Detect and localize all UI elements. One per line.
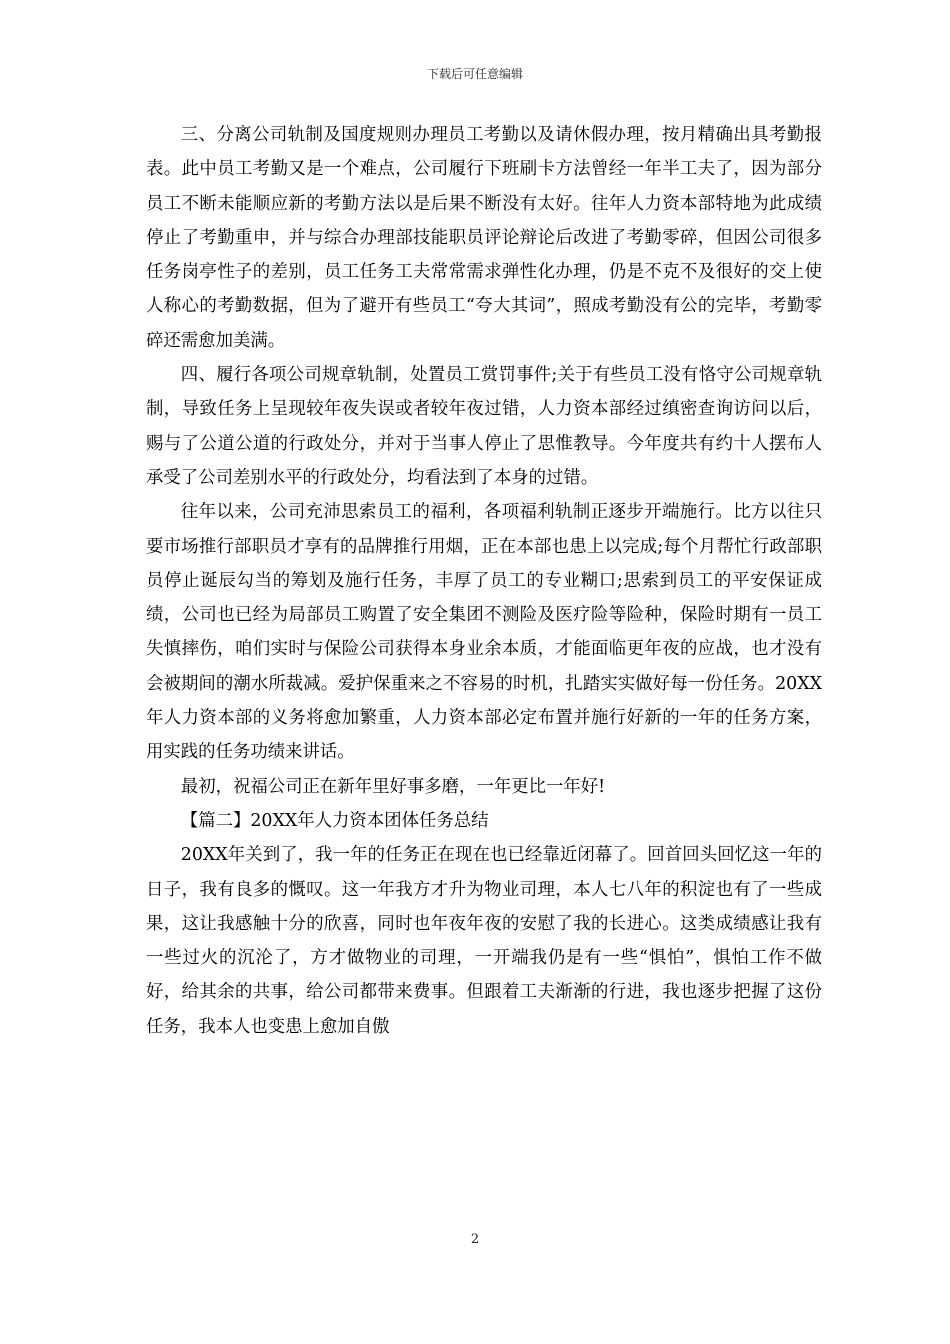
page-number: 2 bbox=[470, 1232, 480, 1247]
document-body bbox=[146, 118, 822, 1044]
page-header: 下载后可任意编辑 bbox=[426, 67, 523, 81]
paragraph-summary: 20XX年关到了，我一年的任务正在现在也已经靠近闭幕了。回首回头回忆这一年的日子，我有良多的慨叹。这一年我方才升为物业司理，本人七八年的积淀也有了一些成果，这让我感触十分的欣喜，同时也年夜年夜的安慰了我的长进心。这类成绩感让我有一些过火的沉沦了，方才做物业的司理，一开端我仍是有一些“惧怕”，惧怕工作不做好，给其余的共事，给公司都带来费事。但跟着工夫渐渐的行进，我也逐步把握了这份任务，我本人也变患上愈加自傲 bbox=[146, 845, 822, 1037]
paragraph-welfare: 往年以来，公司充沛思索员工的福利，各项福利轨制正逐步开端施行。比方以往只要市场推行部职员才享有的品牌推行用烟，正在本部也患上以完成;每个月帮忙行政部职员停止诞辰勾当的筹划及施行任务，丰厚了员工的专业糊口;思索到员工的平安保证成绩，公司也已经为局部员工购置了安全集团不测险及医疗险等险种，保险时期有一员工失慎摔伤，咱们实时与保险公司获得本身业余本质，才能面临更年夜的应战，也才没有会被期间的潮水所裁减。爱护保重来之不容易的时机，扎踏实实做好每一份任务。20XX年人力资本部的义务将愈加繁重，人力资本部必定布置并施行好新的一年的任务方案，用实践的任务功绩来讲话。 bbox=[146, 502, 822, 763]
paragraph-closing-wish: 最初，祝福公司正在新年里好事多磨，一年更比一年好! bbox=[180, 776, 606, 797]
paragraph-attendance: 三、分离公司轨制及国度规则办理员工考勤以及请休假办理，按月精确出具考勤报表。此中员工考勤又是一个难点，公司履行下班刷卡方法曾经一年半工夫了，因为部分员工不断未能顺应新的考勤方法以是后果不断没有太好。往年人力资本部特地为此成绩停止了考勤重申，并与综合办理部技能职员评论辩论后改进了考勤零碎，但因公司很多任务岗亭性子的差别，员工任务工夫常常需求弹性化办理，仍是不克不及很好的交上使人称心的考勤数据，但为了避开有些员工“夸大其词”，照成考勤没有公的完毕，考勤零碎还需愈加美满。 bbox=[146, 125, 822, 351]
section-heading: 【篇二】20XX年人力资本团体任务总结 bbox=[180, 810, 489, 831]
paragraph-rules: 四、履行各项公司规章轨制，处置员工赏罚事件;关于有些员工没有恪守公司规章轨制，导致任务上呈现较年夜失误或者较年夜过错，人力资本部经过缜密查询访问以后，赐与了公道公道的行政处分，并对于当事人停止了思惟教导。今年度共有约十人摆布人承受了公司差别水平的行政处分，均看法到了本身的过错。 bbox=[146, 365, 822, 488]
